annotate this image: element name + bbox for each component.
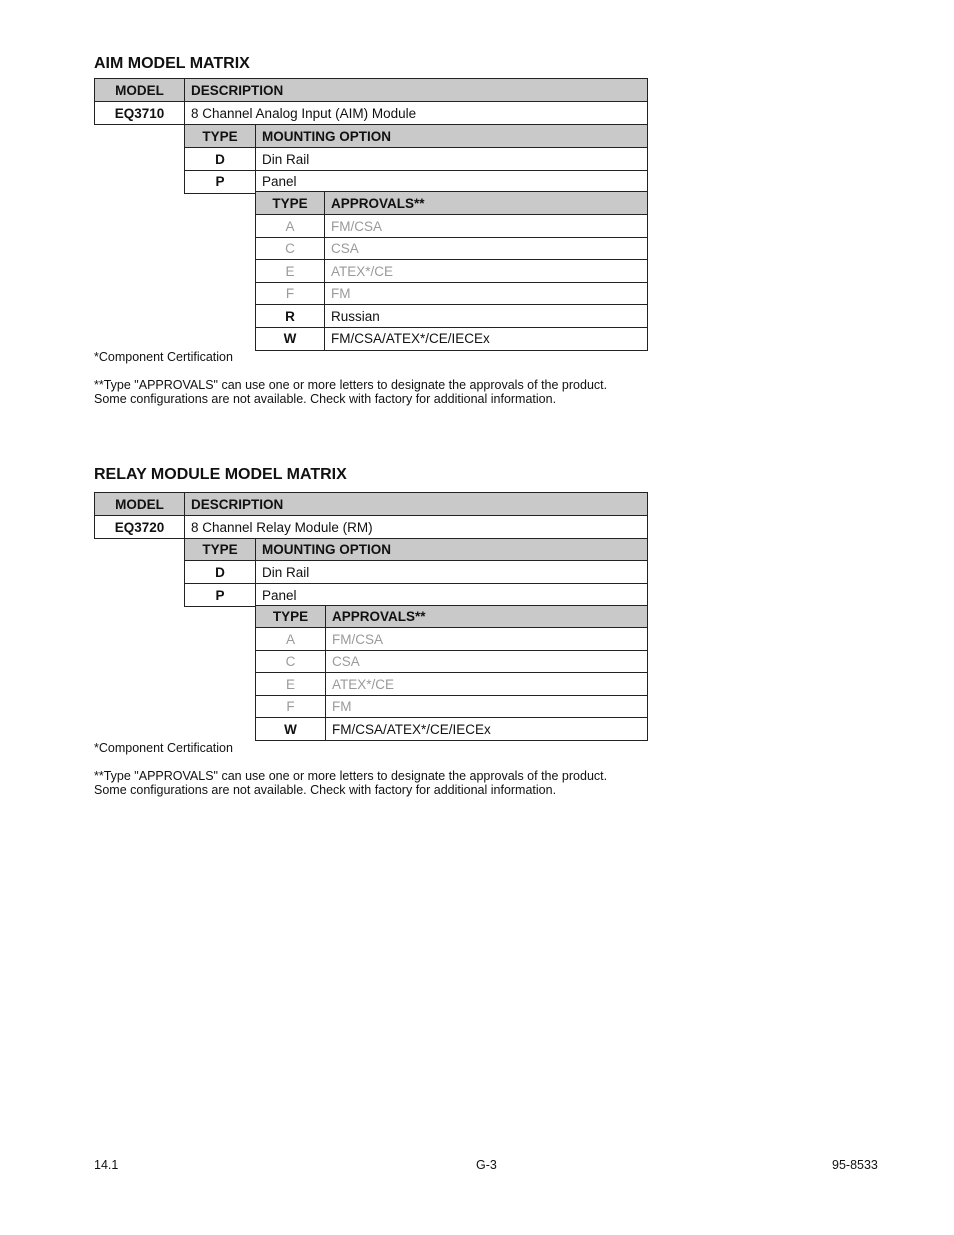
relay-approval-value-cell: FM/CSA [325,627,648,651]
aim-approval-type-cell: C [255,237,325,261]
aim-approval-value-cell: FM/CSA/ATEX*/CE/IECEx [324,327,648,351]
aim-approvals-header: APPROVALS** [324,191,648,215]
relay-approval-value-cell: CSA [325,650,648,674]
aim-mount-option-header: MOUNTING OPTION [255,124,648,148]
aim-matrix-title: AIM MODEL MATRIX [94,55,250,72]
relay-approval-value-cell: FM/CSA/ATEX*/CE/IECEx [325,717,648,741]
footer-revision: 14.1 [94,1158,119,1172]
aim-approvals-note-line1: **Type "APPROVALS" can use one or more letters to designate the approvals of the product. [94,378,608,392]
relay-approval-type-cell: F [255,695,326,719]
relay-approval-type-cell: E [255,672,326,696]
aim-mount-value-cell: Din Rail [255,147,648,171]
aim-description-header: DESCRIPTION [184,78,648,102]
relay-approval-type-cell: C [255,650,326,674]
relay-component-note: *Component Certification [94,741,233,755]
relay-description-value: 8 Channel Relay Module (RM) [184,515,648,539]
aim-mount-type-header: TYPE [184,124,256,148]
relay-mount-type-cell: P [184,583,256,607]
aim-mount-type-cell: P [184,170,256,194]
relay-approvals-header: APPROVALS** [325,605,648,628]
aim-approval-type-header: TYPE [255,191,325,215]
relay-approval-type-header: TYPE [255,605,326,628]
aim-approval-value-cell: Russian [324,304,648,328]
aim-mount-value-cell: Panel [255,170,648,194]
relay-matrix-title: RELAY MODULE MODEL MATRIX [94,466,347,483]
relay-model-header: MODEL [94,492,185,516]
relay-mount-value-cell: Panel [255,583,648,607]
aim-approval-type-cell: R [255,304,325,328]
aim-approval-type-cell: A [255,214,325,238]
aim-approval-value-cell: FM/CSA [324,214,648,238]
relay-approval-value-cell: ATEX*/CE [325,672,648,696]
aim-approval-value-cell: CSA [324,237,648,261]
aim-model-header: MODEL [94,78,185,102]
aim-approval-value-cell: ATEX*/CE [324,259,648,283]
footer-document-number: 95-8533 [832,1158,878,1172]
footer-page-number: G-3 [476,1158,497,1172]
relay-description-header: DESCRIPTION [184,492,648,516]
relay-mount-type-header: TYPE [184,538,256,561]
aim-approval-type-cell: W [255,327,325,351]
relay-approval-type-cell: W [255,717,326,741]
relay-mount-option-header: MOUNTING OPTION [255,538,648,561]
aim-component-note: *Component Certification [94,350,233,364]
aim-model-value: EQ3710 [94,101,185,125]
relay-approvals-note-line1: **Type "APPROVALS" can use one or more letters to designate the approvals of the product. [94,769,608,783]
aim-approval-type-cell: E [255,259,325,283]
aim-approval-value-cell: FM [324,282,648,306]
aim-description-value: 8 Channel Analog Input (AIM) Module [184,101,648,125]
aim-approval-type-cell: F [255,282,325,306]
aim-approvals-note-line2: Some configurations are not available. Check with factory for additional information. [94,392,557,406]
relay-mount-value-cell: Din Rail [255,560,648,584]
relay-approval-type-cell: A [255,627,326,651]
aim-mount-type-cell: D [184,147,256,171]
relay-approval-value-cell: FM [325,695,648,719]
relay-approvals-note-line2: Some configurations are not available. Check with factory for additional information. [94,783,557,797]
relay-mount-type-cell: D [184,560,256,584]
relay-model-value: EQ3720 [94,515,185,539]
